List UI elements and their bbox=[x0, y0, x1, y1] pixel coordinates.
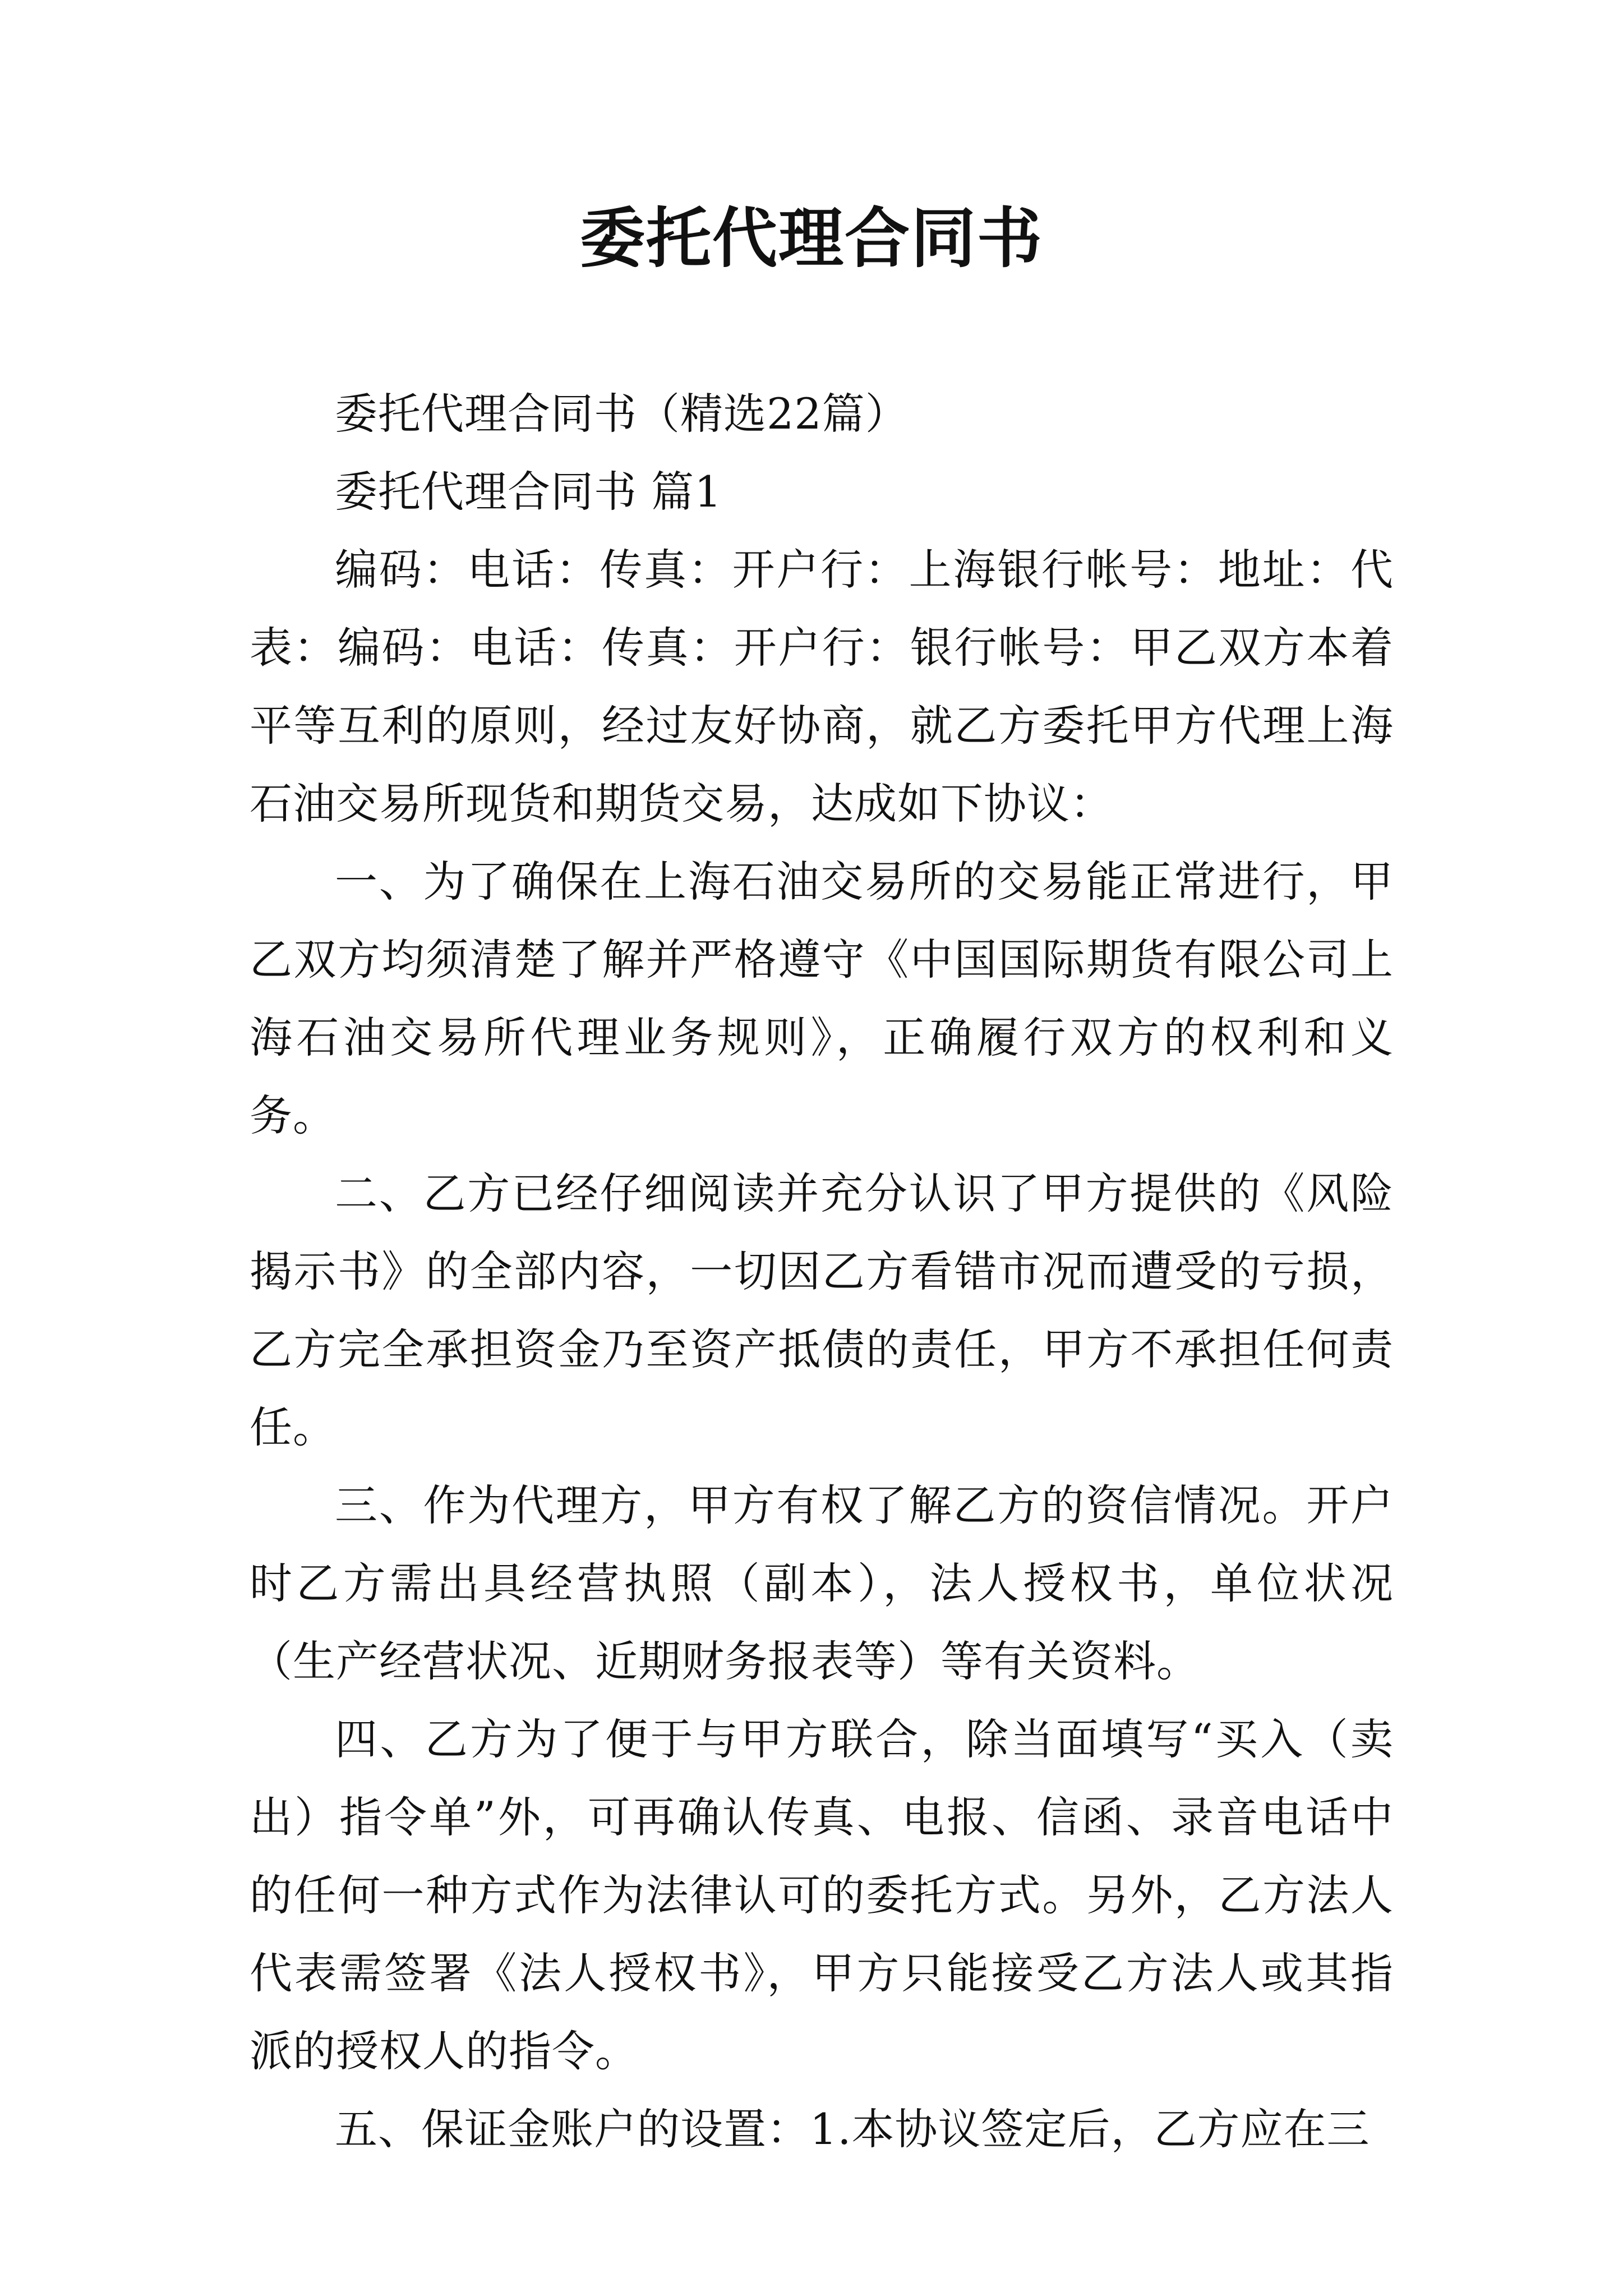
paragraph-subtitle: 委托代理合同书（精选22篇） bbox=[335, 389, 909, 439]
paragraph-clause-4: 四、乙方为了便于与甲方联合，除当面填写“买入（卖出）指令单”外，可再确认传真、电报、信函、录音电话中的任何一种方式作为法律认可的委托方式。另外，乙方法人代表需签署《法人授权书》，甲方只能接受乙方法人或其指派的授权人的指令。 bbox=[250, 1714, 1394, 2076]
document-title: 委托代理合同书 bbox=[580, 200, 1043, 277]
paragraph-parties-info: 编码：电话：传真：开户行：上海银行帐号：地址：代表：编码：电话：传真：开户行：银行帐号：甲乙双方本着平等互利的原则，经过友好协商，就乙方委托甲方代理上海石油交易所现货和期货交易，达成如下协议： bbox=[250, 545, 1394, 829]
paragraph-clause-2: 二、乙方已经仔细阅读并充分认识了甲方提供的《风险揭示书》的全部内容，一切因乙方看错市况而遭受的亏损，乙方完全承担资金乃至资产抵债的责任，甲方不承担任何责任。 bbox=[250, 1168, 1394, 1452]
paragraph-section-heading: 委托代理合同书 篇1 bbox=[335, 467, 722, 517]
paragraph-clause-5: 五、保证金账户的设置：1.本协议签定后，乙方应在三 bbox=[335, 2104, 1370, 2154]
paragraph-clause-1: 一、为了确保在上海石油交易所的交易能正常进行，甲乙双方均须清楚了解并严格遵守《中国国际期货有限公司上海石油交易所代理业务规则》，正确履行双方的权利和义务。 bbox=[250, 857, 1394, 1140]
paragraph-clause-3: 三、作为代理方，甲方有权了解乙方的资信情况。开户时乙方需出具经营执照（副本），法人授权书，单位状况（生产经营状况、近期财务报表等）等有关资料。 bbox=[250, 1480, 1394, 1686]
document-body bbox=[250, 375, 1394, 2168]
